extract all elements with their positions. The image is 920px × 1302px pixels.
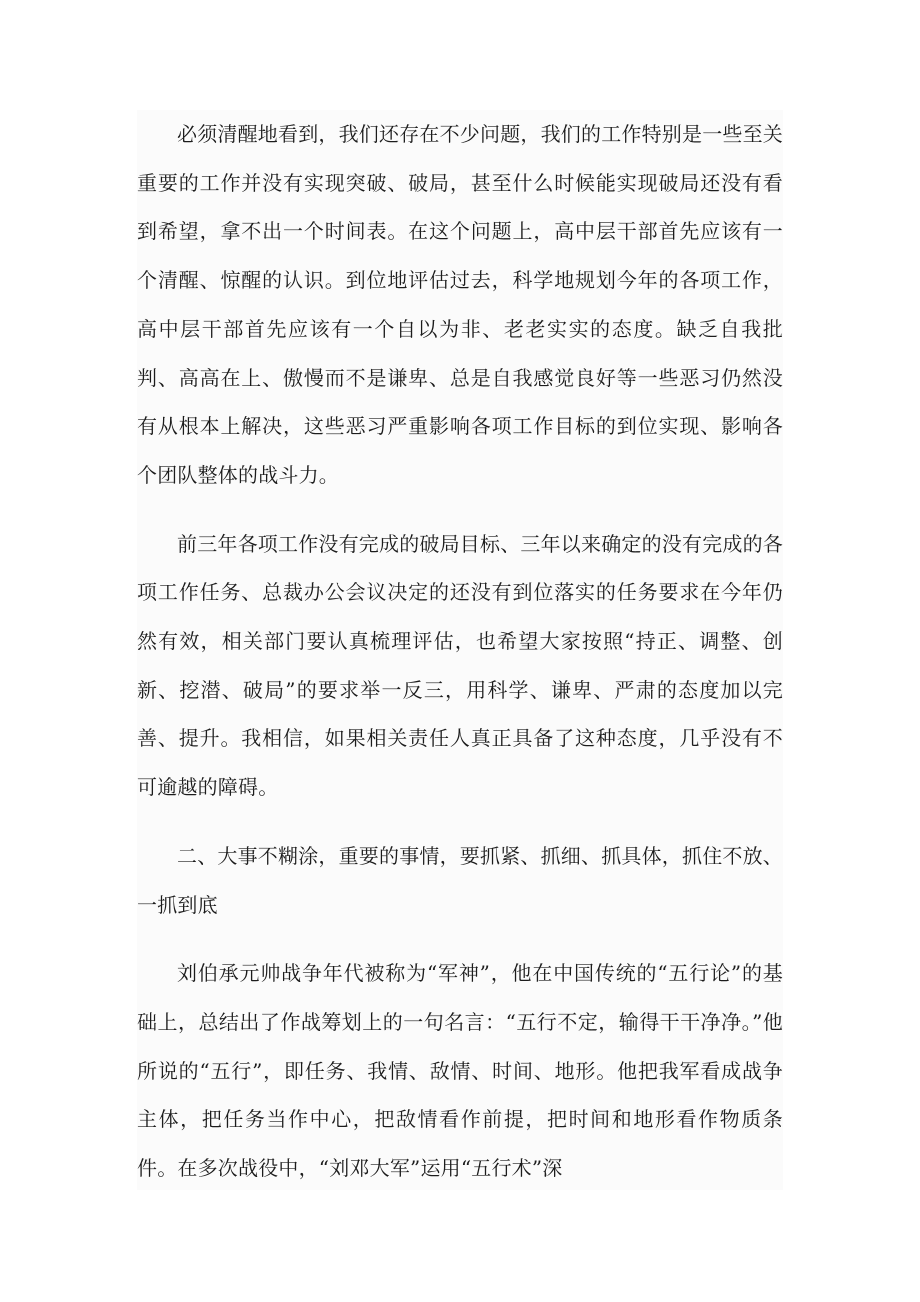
paragraph-3: 刘伯承元帅战争年代被称为“军神”，他在中国传统的“五行论”的基础上，总结出了作战筹划上的一句名言：“五行不定，输得干干净净。”他所说的“五行”，即任务、我情、敌情、时间、地形。他把我军看成战争主体，把任务当作中心，把敌情看作前提，把时间和地形看作物质条件。在多次战役中，“刘邓大军”运用“五行术”深 [137,961,783,1181]
paragraph-2: 前三年各项工作没有完成的破局目标、三年以来确定的没有完成的各项工作任务、总裁办公会议决定的还没有到位落实的任务要求在今年仍然有效，相关部门要认真梳理评估，也希望大家按照“持正、调整、创新、挖潜、破局”的要求举一反三，用科学、谦卑、严肃的态度加以完善、提升。我相信，如果相关责任人真正具备了这种态度，几乎没有不可逾越的障碍。 [137,531,783,800]
paragraph-1: 必须清醒地看到，我们还存在不少问题，我们的工作特别是一些至关重要的工作并没有实现突破、破局，甚至什么时候能实现破局还没有看到希望，拿不出一个时间表。在这个问题上，高中层干部首先应该有一个清醒、惊醒的认识。到位地评估过去，科学地规划今年的各项工作，高中层干部首先应该有一个自以为非、老老实实的态度。缺乏自我批判、高高在上、傲慢而不是谦卑、总是自我感觉良好等一些恶习仍然没有从根本上解决，这些恶习严重影响各项工作目标的到位实现、影响各个团队整体的战斗力。 [137,122,783,487]
section-heading: 二、大事不糊涂，重要的事情，要抓紧、抓细、抓具体，抓住不放、一抓到底 [137,843,783,917]
document-body [137,110,783,1190]
